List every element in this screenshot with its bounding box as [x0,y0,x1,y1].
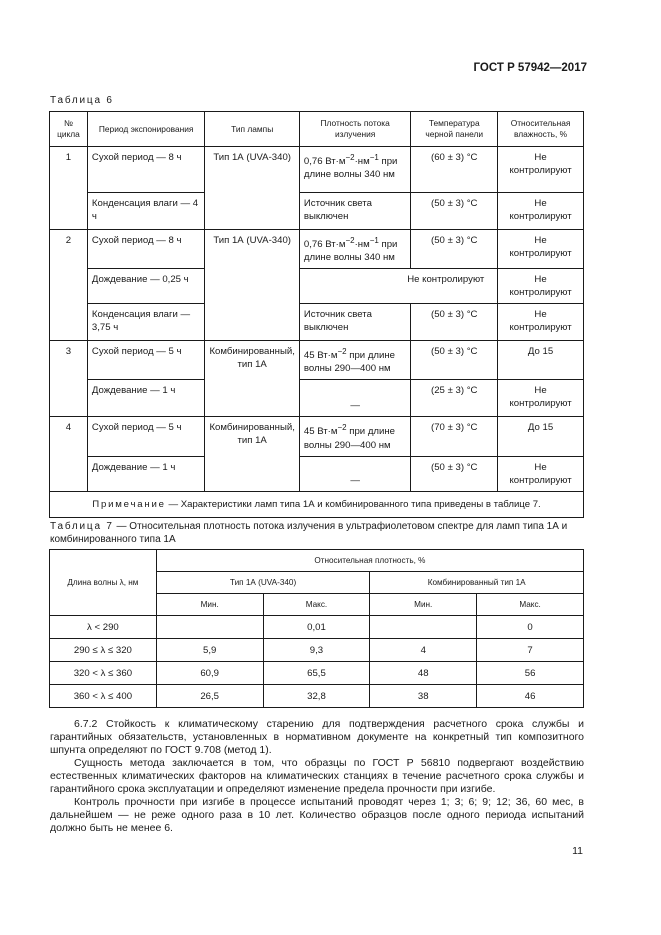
value-cell: 32,8 [263,685,370,708]
cycle-number: 1 [50,147,88,230]
table7-caption-text: — Относительная плотность потока излучения в ультрафиолетовом спектре для ламп типа 1А и комбинированного типа 1А [50,521,568,545]
table-row [50,639,584,662]
period-cell: Сухой период — 5 ч [87,341,205,380]
body-text [50,718,584,835]
period-cell: Дождевание — 1 ч [87,380,205,417]
humidity-cell: Не контролируют [498,230,584,269]
table6-header-row [50,112,584,147]
density-cell: Источник света выключен [299,304,411,341]
lamp-cell: Комбинированный, тип 1А [205,341,299,417]
table6-note [50,491,584,517]
value-cell: 56 [477,662,584,685]
table7-header-density: Относительная плотность, % [156,550,583,572]
temp-cell: (50 ± 3) °С [411,193,498,230]
table6-caption: Таблица 6 [50,95,114,106]
period-cell: Сухой период — 8 ч [87,230,205,269]
value-cell [370,616,477,639]
humidity-cell: Не контролируют [498,304,584,341]
value-cell: 46 [477,685,584,708]
period-cell: Конденсация влаги — 3,75 ч [87,304,205,341]
density-cell: 0,76 $Вт\cdot м^{-2}\cdot нм^{-1}$ при длине волны 340 нм [299,230,411,269]
humidity-cell: Не контролируют [498,269,584,304]
value-cell: 4 [370,639,477,662]
table-row [50,685,584,708]
value-cell: 48 [370,662,477,685]
cycle-number: 3 [50,341,88,417]
table-row [50,304,584,341]
density-cell: Источник света выключен [299,193,411,230]
table-row [50,616,584,639]
table6-header-density: Плотность потока излучения [299,112,411,147]
density-cell: 0,76 $Вт\cdot м^{-2}\cdot нм^{-1}$ при длине волны 340 нм [299,147,411,193]
temp-cell: (50 ± 3) °С [411,456,498,491]
table-row [50,147,584,193]
table-row [50,380,584,417]
table6-header-num: № цикла [50,112,88,147]
paragraph: Сущность метода заключается в том, что образцы по ГОСТ Р 56810 подвергают воздействию естественных климатических факторов на климатических станциях в течение расчетного срока службы и гарантийного срока эксплуатации и определяют изменение предела прочности при изгибе. [50,757,584,795]
table7-header-max: Макс. [263,594,370,616]
humidity-cell: Не контролируют [498,380,584,417]
period-cell: Сухой период — 5 ч [87,417,205,456]
value-cell: 60,9 [156,662,263,685]
table6-header-temp: Температура черной панели [411,112,498,147]
humidity-cell: До 15 [498,417,584,456]
lamp-cell: Комбинированный, тип 1А [205,417,299,491]
period-cell: Конденсация влаги — 4 ч [87,193,205,230]
table-row [50,417,584,456]
density-cell: — [299,456,411,491]
table7-caption-label: Таблица 7 [50,521,114,532]
value-cell: 5,9 [156,639,263,662]
table-row [50,193,584,230]
humidity-cell: Не контролируют [498,456,584,491]
temp-cell: (50 ± 3) °С [411,230,498,269]
humidity-cell: Не контролируют [498,193,584,230]
table7-header-row [50,550,584,572]
table7-header-lamp2: Комбинированный тип 1А [370,572,584,594]
table7 [49,549,584,708]
page-number: 11 [572,845,583,857]
value-cell: 9,3 [263,639,370,662]
table7-header-max: Макс. [477,594,584,616]
table-row [50,456,584,491]
value-cell: 26,5 [156,685,263,708]
range-cell: 320 < λ ≤ 360 [50,662,157,685]
lamp-cell: Тип 1А (UVA-340) [205,230,299,341]
document-standard-number: ГОСТ Р 57942—2017 [473,62,587,74]
table6-header-period: Период экспонирования [87,112,205,147]
cycle-number: 2 [50,230,88,341]
period-cell: Сухой период — 8 ч [87,147,205,193]
paragraph: Контроль прочности при изгибе в процессе испытаний проводят через 1; 3; 6; 9; 12; 36, 60 мес, в дальнейшем — не реже одного раза в 10 лет. Количество образцов после одного периода испытаний должно быть не менее 6. [50,796,584,834]
note-label: Примечание [92,498,166,510]
temp-cell: (25 ± 3) °С [411,380,498,417]
period-cell: Дождевание — 1 ч [87,456,205,491]
table6-header-lamp: Тип лампы [205,112,299,147]
temp-cell: (70 ± 3) °С [411,417,498,456]
table-row [50,230,584,269]
table6 [49,111,584,518]
note-text: — Характеристики ламп типа 1А и комбинированного типа приведены в таблице 7. [165,498,541,510]
value-cell [156,616,263,639]
value-cell: 0 [477,616,584,639]
table7-header-min: Мин. [370,594,477,616]
humidity-cell: До 15 [498,341,584,380]
value-cell: 65,5 [263,662,370,685]
table6-note-row [50,491,584,517]
table7-header-wavelength: Длина волны λ, нм [50,550,157,616]
value-cell: 7 [477,639,584,662]
density-cell: 45 $Вт\cdot м^{-2}$ при длине волны 290—400 нм [299,417,411,456]
density-temp-cell: Не контролируют [299,269,497,304]
cycle-number: 4 [50,417,88,491]
range-cell: 290 ≤ λ ≤ 320 [50,639,157,662]
table-row [50,341,584,380]
period-cell: Дождевание — 0,25 ч [87,269,205,304]
table7-header-min: Мин. [156,594,263,616]
range-cell: λ < 290 [50,616,157,639]
humidity-cell: Не контролируют [498,147,584,193]
temp-cell: (50 ± 3) °С [411,341,498,380]
paragraph: 6.7.2 Стойкость к климатическому старению для подтверждения расчетного срока службы и гарантийных обязательств, установленных в нормативном документе на конкретный тип композитного шпунта определяют по ГОСТ 9.708 (метод 1). [50,718,584,756]
value-cell: 0,01 [263,616,370,639]
table-row [50,269,584,304]
table-row [50,662,584,685]
table6-header-humidity: Относительная влажность, % [498,112,584,147]
lamp-cell: Тип 1А (UVA-340) [205,147,299,230]
range-cell: 360 < λ ≤ 400 [50,685,157,708]
table7-header-lamp1: Тип 1А (UVA-340) [156,572,370,594]
value-cell: 38 [370,685,477,708]
density-cell: 45 $Вт\cdot м^{-2}$ при длине волны 290—400 нм [299,341,411,380]
table7-caption [50,520,590,546]
temp-cell: (50 ± 3) °С [411,304,498,341]
temp-cell: (60 ± 3) °С [411,147,498,193]
density-cell: — [299,380,411,417]
